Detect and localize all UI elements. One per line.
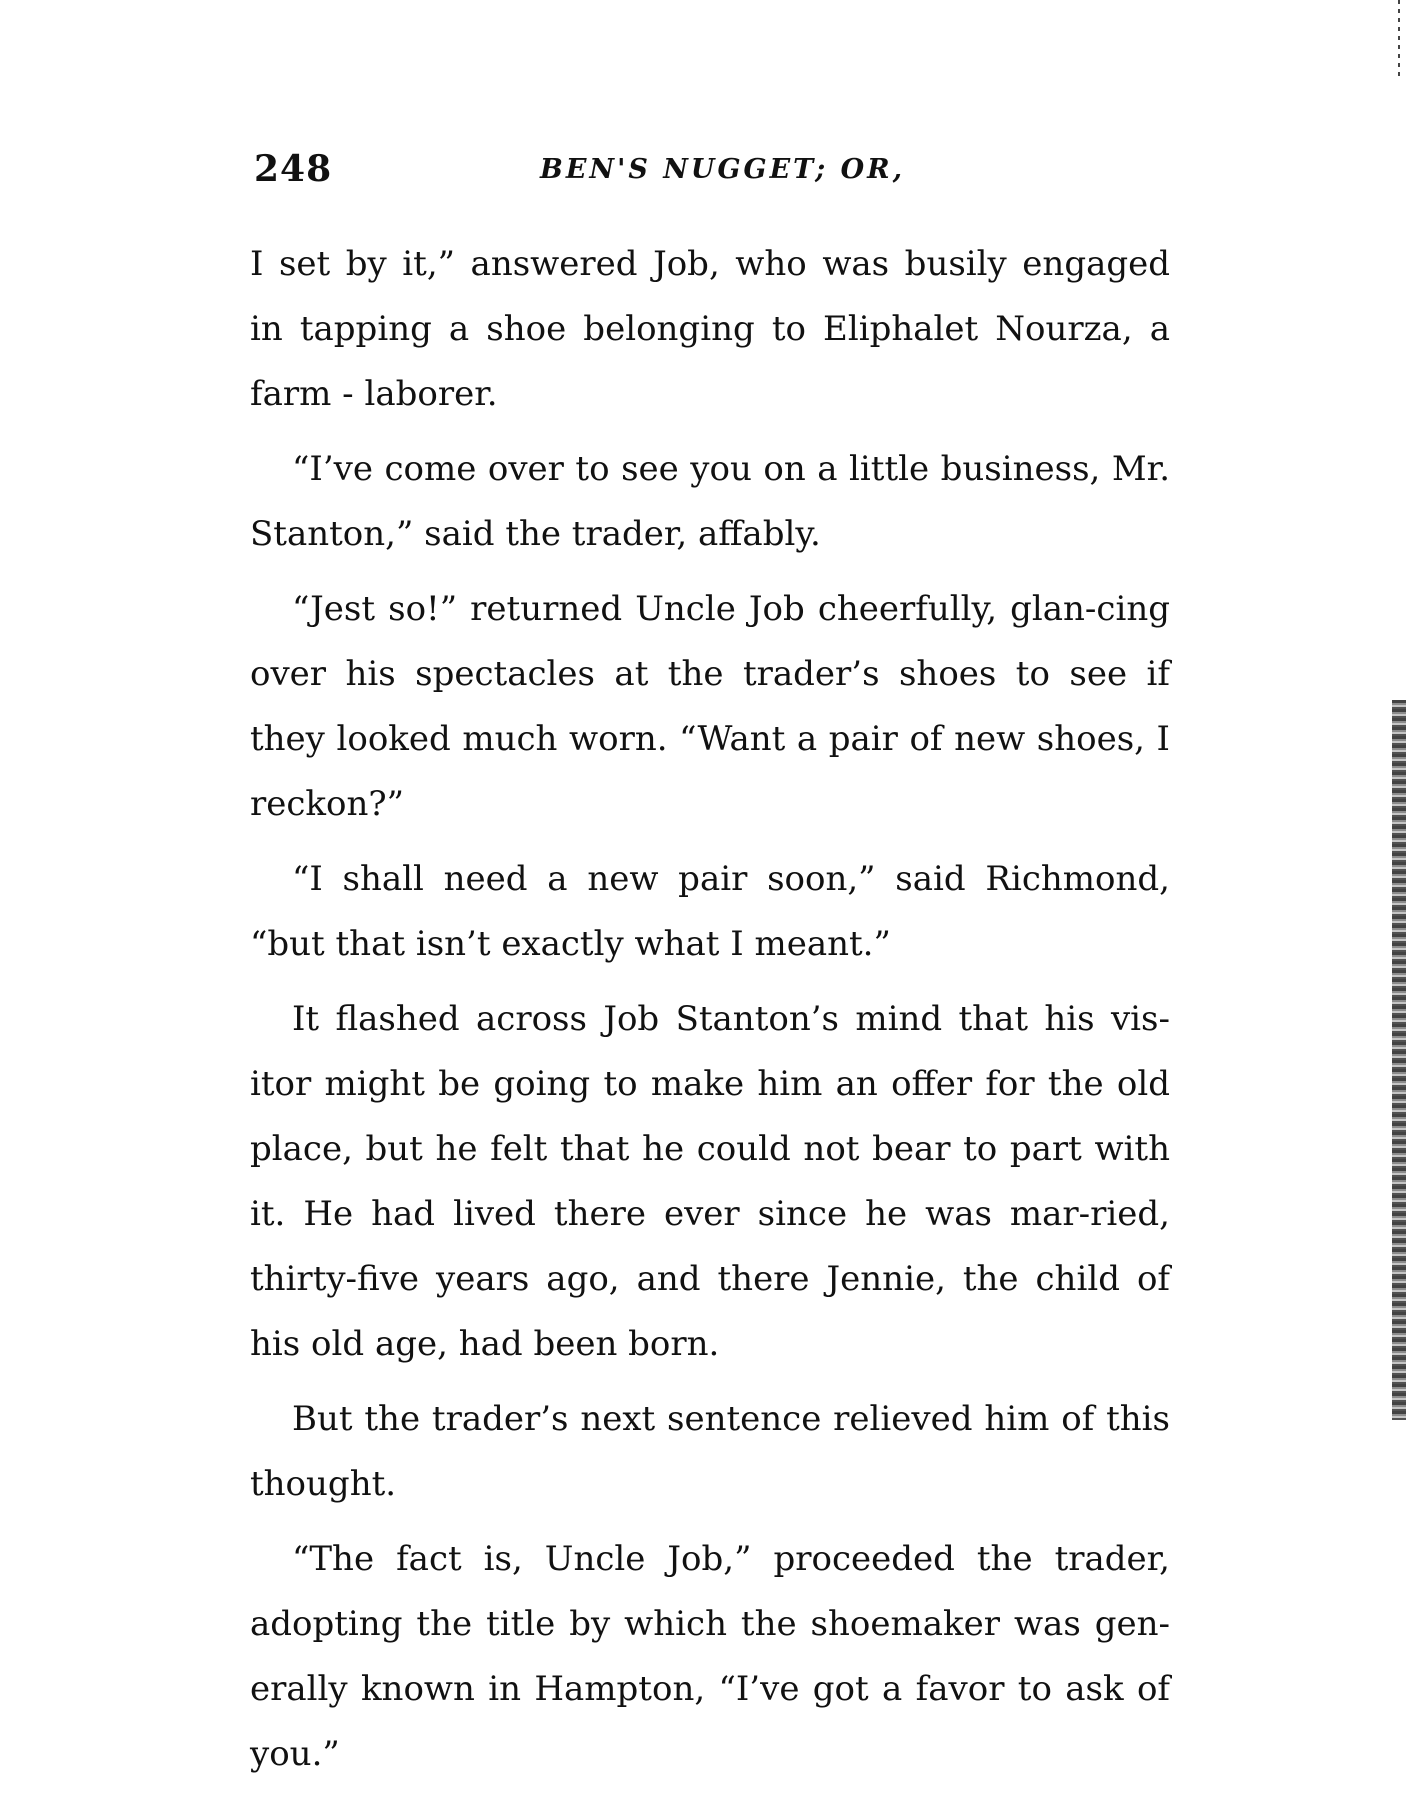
body-text bbox=[250, 232, 1170, 1797]
scan-edge-top-artifact bbox=[1398, 0, 1400, 80]
paragraph-7: “The fact is, Uncle Job,” proceeded the trader, adopting the title by which the shoemaker was gen-erally known in Hampton, “I’ve got a favor to ask of you.” bbox=[250, 1539, 1170, 1774]
running-title: BEN'S NUGGET; OR, bbox=[540, 154, 906, 185]
paragraph-6: But the trader’s next sentence relieved him of this thought. bbox=[250, 1399, 1170, 1504]
paragraph-1: I set by it,” answered Job, who was busily engaged in tapping a shoe belonging to Eliphalet Nourza, a farm - laborer. bbox=[250, 244, 1170, 414]
page-number: 248 bbox=[254, 148, 333, 190]
page-header bbox=[250, 148, 1170, 198]
paragraph-4: “I shall need a new pair soon,” said Richmond, “but that isn’t exactly what I meant.” bbox=[250, 859, 1170, 964]
paragraph-3: “Jest so!” returned Uncle Job cheerfully, glan-cing over his spectacles at the trader’s shoes to see if they looked much worn. “Want a pair of new shoes, I reckon?” bbox=[250, 589, 1170, 824]
paragraph-5: It flashed across Job Stanton’s mind that his vis-itor might be going to make him an offer for the old place, but he felt that he could not bear to part with it. He had lived there ever since he was mar-ried, thirty-five years ago, and there Jennie, the child of his old age, had been born. bbox=[250, 999, 1170, 1364]
paragraph-2: “I’ve come over to see you on a little business, Mr. Stanton,” said the trader, affably. bbox=[250, 449, 1170, 554]
scan-edge-artifact bbox=[1392, 700, 1406, 1420]
